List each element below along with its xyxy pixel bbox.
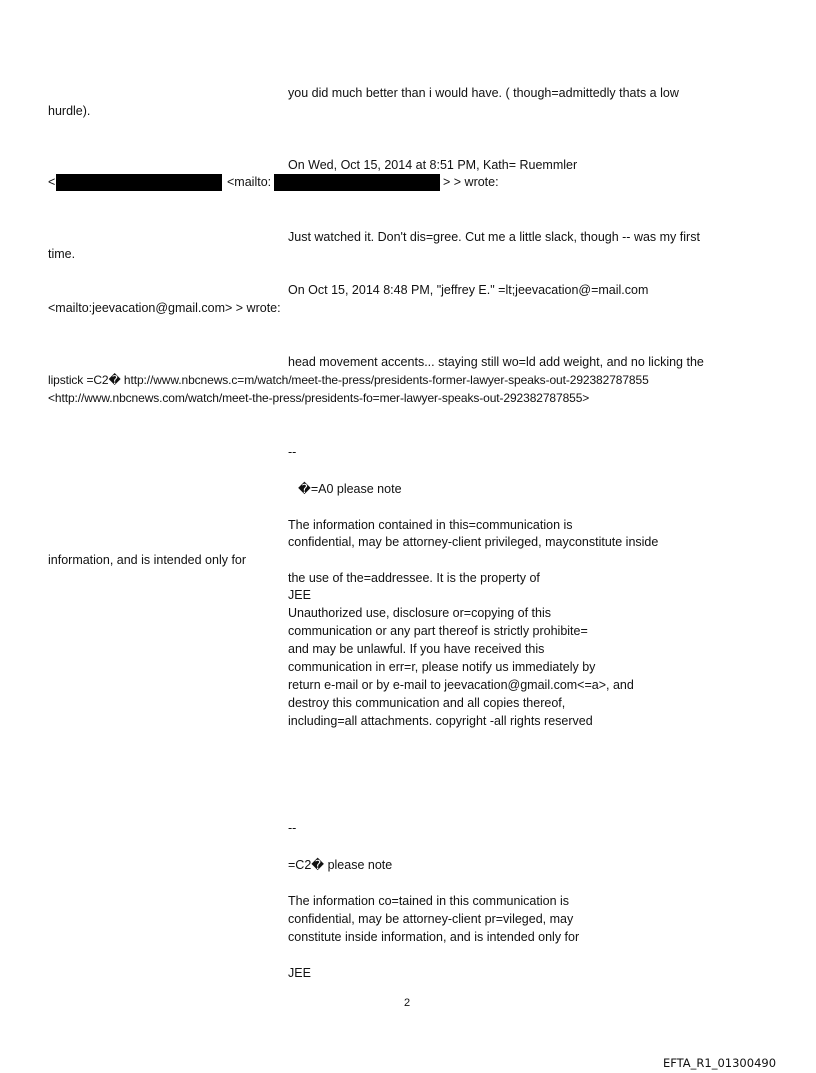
reply-text-line: hurdle). [48, 104, 91, 118]
signature-disclaimer-line: destroy this communication and all copies thereof, [288, 696, 566, 710]
signature-disclaimer-line: Unauthorized use, disclosure or=copying of this [288, 606, 551, 620]
quoted-header-line: On Wed, Oct 15, 2014 at 8:51 PM, Kath= Ruemmler [288, 158, 578, 172]
quoted-body-link-line: <http://www.nbcnews.com/watch/meet-the-press/presidents-fo=mer-lawyer-speaks-out-292382787855> [48, 391, 590, 405]
signature-note-heading: �=A0 please note [298, 482, 402, 496]
signature-disclaimer-line: return e-mail or by e-mail to jeevacation@gmail.com<=a>, and [288, 678, 634, 692]
signature-disclaimer-line: communication in err=r, please notify us immediately by [288, 660, 596, 674]
quoted-body-link-line: lipstick =C2� http://www.nbcnews.c=m/watch/meet-the-press/presidents-former-lawyer-speaks-out-292382787855 [48, 373, 649, 387]
quoted-header-wrote: > > wrote: [443, 175, 499, 189]
signature-note-heading: =C2� please note [288, 858, 393, 872]
signature-disclaimer-line: The information contained in this=communication is [288, 518, 573, 532]
page-number: 2 [404, 997, 411, 1009]
signature-disclaimer-line: The information co=tained in this communication is [288, 894, 570, 908]
signature-disclaimer-line: confidential, may be attorney-client pr=vileged, may [288, 912, 574, 926]
signature-disclaimer-line: and may be unlawful. If you have received this [288, 642, 545, 656]
signature-disclaimer-line: JEE [288, 588, 311, 602]
redaction-block [56, 174, 222, 191]
quoted-header-mailto: <mailto: [227, 175, 272, 189]
quoted-body-line: Just watched it. Don't dis=gree. Cut me a little slack, though -- was my first [288, 230, 700, 244]
signature-separator: -- [288, 445, 297, 459]
signature-disclaimer-left: information, and is intended only for [48, 553, 247, 567]
quoted-header-line: <mailto:jeevacation@gmail.com> > wrote: [48, 301, 281, 315]
signature-separator: -- [288, 821, 297, 835]
quoted-body-line: time. [48, 247, 76, 261]
signature-disclaimer-line: constitute inside information, and is intended only for [288, 930, 580, 944]
redaction-block [274, 174, 440, 191]
signature-disclaimer-line: communication or any part thereof is strictly prohibite= [288, 624, 588, 638]
quoted-header-line: On Oct 15, 2014 8:48 PM, "jeffrey E." =lt;jeevacation@=mail.com [288, 283, 649, 297]
quoted-body-line: head movement accents... staying still wo=ld add weight, and no licking the [288, 355, 704, 369]
signature-disclaimer-line: the use of the=addressee. It is the property of [288, 571, 540, 585]
signature-disclaimer-line: including=all attachments. copyright -all rights reserved [288, 714, 593, 728]
signature-disclaimer-line: confidential, may be attorney-client privileged, mayconstitute inside [288, 535, 659, 549]
reply-text-line: you did much better than i would have. ( though=admittedly thats a low [288, 86, 679, 100]
signature-disclaimer-line: JEE [288, 966, 311, 980]
quoted-header-lt: < [48, 175, 56, 189]
document-id: EFTA_R1_01300490 [663, 1056, 777, 1070]
